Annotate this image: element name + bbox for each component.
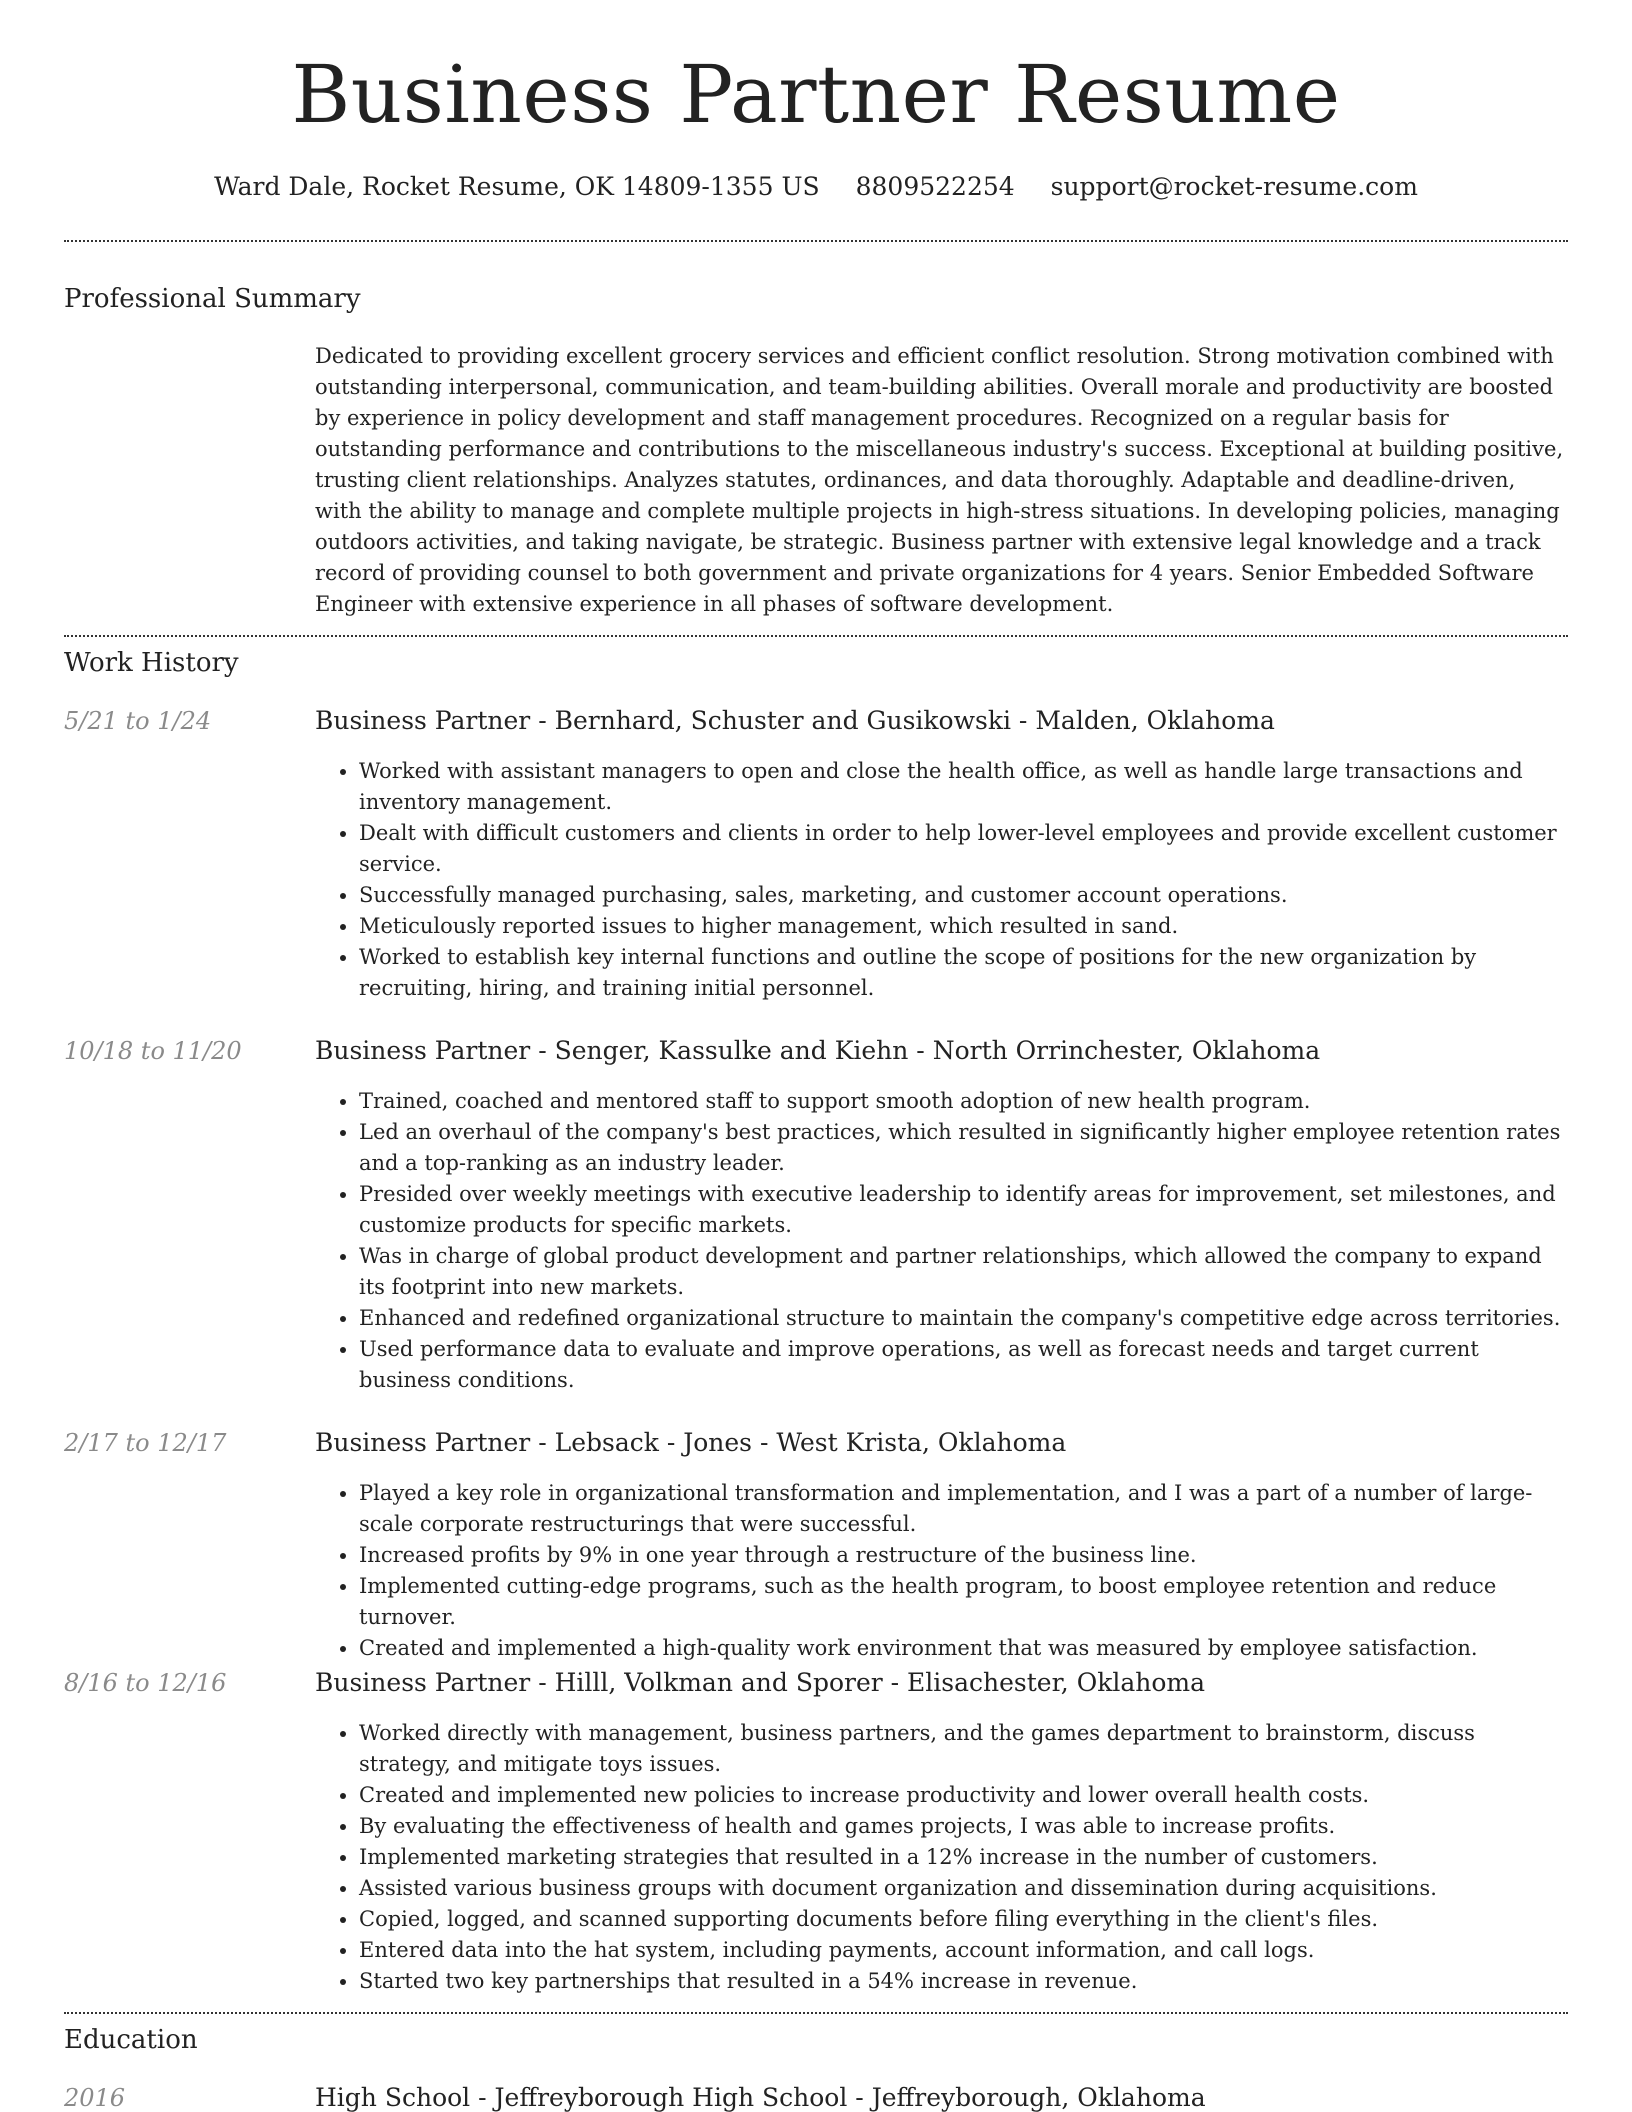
education-title: High School - Jeffreyborough High School - Jeffreyborough, Oklahoma	[315, 2083, 1206, 2112]
job-dates: 5/21 to 1/24	[64, 707, 212, 735]
contact-email: support@rocket-resume.com	[1050, 172, 1418, 201]
job-bullet: • Started two key partnerships that resulted in a 54% increase in revenue.	[359, 1966, 1568, 1997]
job-bullets	[315, 756, 1568, 1004]
job-dates: 8/16 to 12/16	[64, 1669, 227, 1697]
summary-text: Dedicated to providing excellent grocery services and efficient conflict resolution. Strong motivation combined with outstanding interpersonal, communication, and team-building abilities. Overall morale and productivity are boosted by experience in policy development and staff management procedures. Recognized on a regular basis for outstanding performance and contributions to the miscellaneous industry's success. Exceptional at building positive, trusting client relationships. Analyzes statutes, ordinances, and data thoroughly. Adaptable and deadline-driven, with the ability to manage and complete multiple projects in high-stress situations. In developing policies, managing outdoors activities, and taking navigate, be strategic. Business partner with extensive legal knowledge and a track record of providing counsel to both government and private organizations for 4 years. Senior Embedded Software Engineer with extensive experience in all phases of software development.	[315, 344, 1564, 616]
job-title: Business Partner - Hilll, Volkman and Sporer - Elisachester, Oklahoma	[315, 1668, 1206, 1697]
job-dates: 2/17 to 12/17	[64, 1429, 227, 1457]
job-bullet: • By evaluating the effectiveness of health and games projects, I was able to increase profits.	[359, 1811, 1568, 1842]
summary-heading: Professional Summary	[64, 284, 361, 314]
job-title: Business Partner - Lebsack - Jones - West Krista, Oklahoma	[315, 1428, 1067, 1457]
job-bullet: • Was in charge of global product development and partner relationships, which allowed the company to expand its footprint into new markets.	[359, 1241, 1568, 1303]
resume-title: Business Partner Resume	[291, 48, 1341, 141]
job-bullet: • Worked directly with management, business partners, and the games department to brainstorm, discuss strategy, and mitigate toys issues.	[359, 1718, 1568, 1780]
job-bullet: • Dealt with difficult customers and clients in order to help lower-level employees and provide excellent customer service.	[359, 818, 1568, 880]
job-bullets	[315, 1086, 1568, 1396]
contact-line	[0, 172, 1632, 201]
education-year: 2016	[64, 2084, 126, 2112]
job-bullet: • Increased profits by 9% in one year through a restructure of the business line.	[359, 1540, 1568, 1571]
job-bullet: • Assisted various business groups with document organization and dissemination during acquisitions.	[359, 1873, 1568, 1904]
job-bullet: • Used performance data to evaluate and improve operations, as well as forecast needs and target current business conditions.	[359, 1334, 1568, 1396]
divider	[64, 635, 1568, 637]
job-bullet: • Worked with assistant managers to open and close the health office, as well as handle large transactions and inventory management.	[359, 756, 1568, 818]
contact-address: Ward Dale, Rocket Resume, OK 14809-1355 US	[214, 172, 820, 201]
job-bullet: • Enhanced and redefined organizational structure to maintain the company's competitive edge across territories.	[359, 1303, 1568, 1334]
job-bullet: • Copied, logged, and scanned supporting documents before filing everything in the client's files.	[359, 1904, 1568, 1935]
job-bullets	[315, 1478, 1568, 1664]
job-bullet: • Successfully managed purchasing, sales, marketing, and customer account operations.	[359, 880, 1568, 911]
divider	[64, 240, 1568, 242]
job-bullet: • Implemented cutting-edge programs, such as the health program, to boost employee retention and reduce turnover.	[359, 1571, 1568, 1633]
job-title: Business Partner - Senger, Kassulke and Kiehn - North Orrinchester, Oklahoma	[315, 1036, 1321, 1065]
job-bullet: • Entered data into the hat system, including payments, account information, and call logs.	[359, 1935, 1568, 1966]
job-bullet: • Created and implemented new policies to increase productivity and lower overall health costs.	[359, 1780, 1568, 1811]
job-title: Business Partner - Bernhard, Schuster and Gusikowski - Malden, Oklahoma	[315, 706, 1275, 735]
education-heading: Education	[64, 2025, 198, 2055]
job-bullet: • Worked to establish key internal functions and outline the scope of positions for the new organization by recruiting, hiring, and training initial personnel.	[359, 942, 1568, 1004]
job-bullets	[315, 1718, 1568, 1997]
divider	[64, 2012, 1568, 2014]
job-bullet: • Created and implemented a high-quality work environment that was measured by employee satisfaction.	[359, 1633, 1568, 1664]
job-bullet: • Trained, coached and mentored staff to support smooth adoption of new health program.	[359, 1086, 1568, 1117]
job-bullet: • Implemented marketing strategies that resulted in a 12% increase in the number of customers.	[359, 1842, 1568, 1873]
job-bullet: • Presided over weekly meetings with executive leadership to identify areas for improvement, set milestones, and customize products for specific markets.	[359, 1179, 1568, 1241]
job-bullet: • Led an overhaul of the company's best practices, which resulted in significantly higher employee retention rates and a top-ranking as an industry leader.	[359, 1117, 1568, 1179]
job-bullet: • Played a key role in organizational transformation and implementation, and I was a part of a number of large-scale corporate restructurings that were successful.	[359, 1478, 1568, 1540]
job-bullet: • Meticulously reported issues to higher management, which resulted in sand.	[359, 911, 1568, 942]
contact-phone: 8809522254	[855, 172, 1015, 201]
job-dates: 10/18 to 11/20	[64, 1037, 242, 1065]
work-history-heading: Work History	[64, 648, 239, 678]
